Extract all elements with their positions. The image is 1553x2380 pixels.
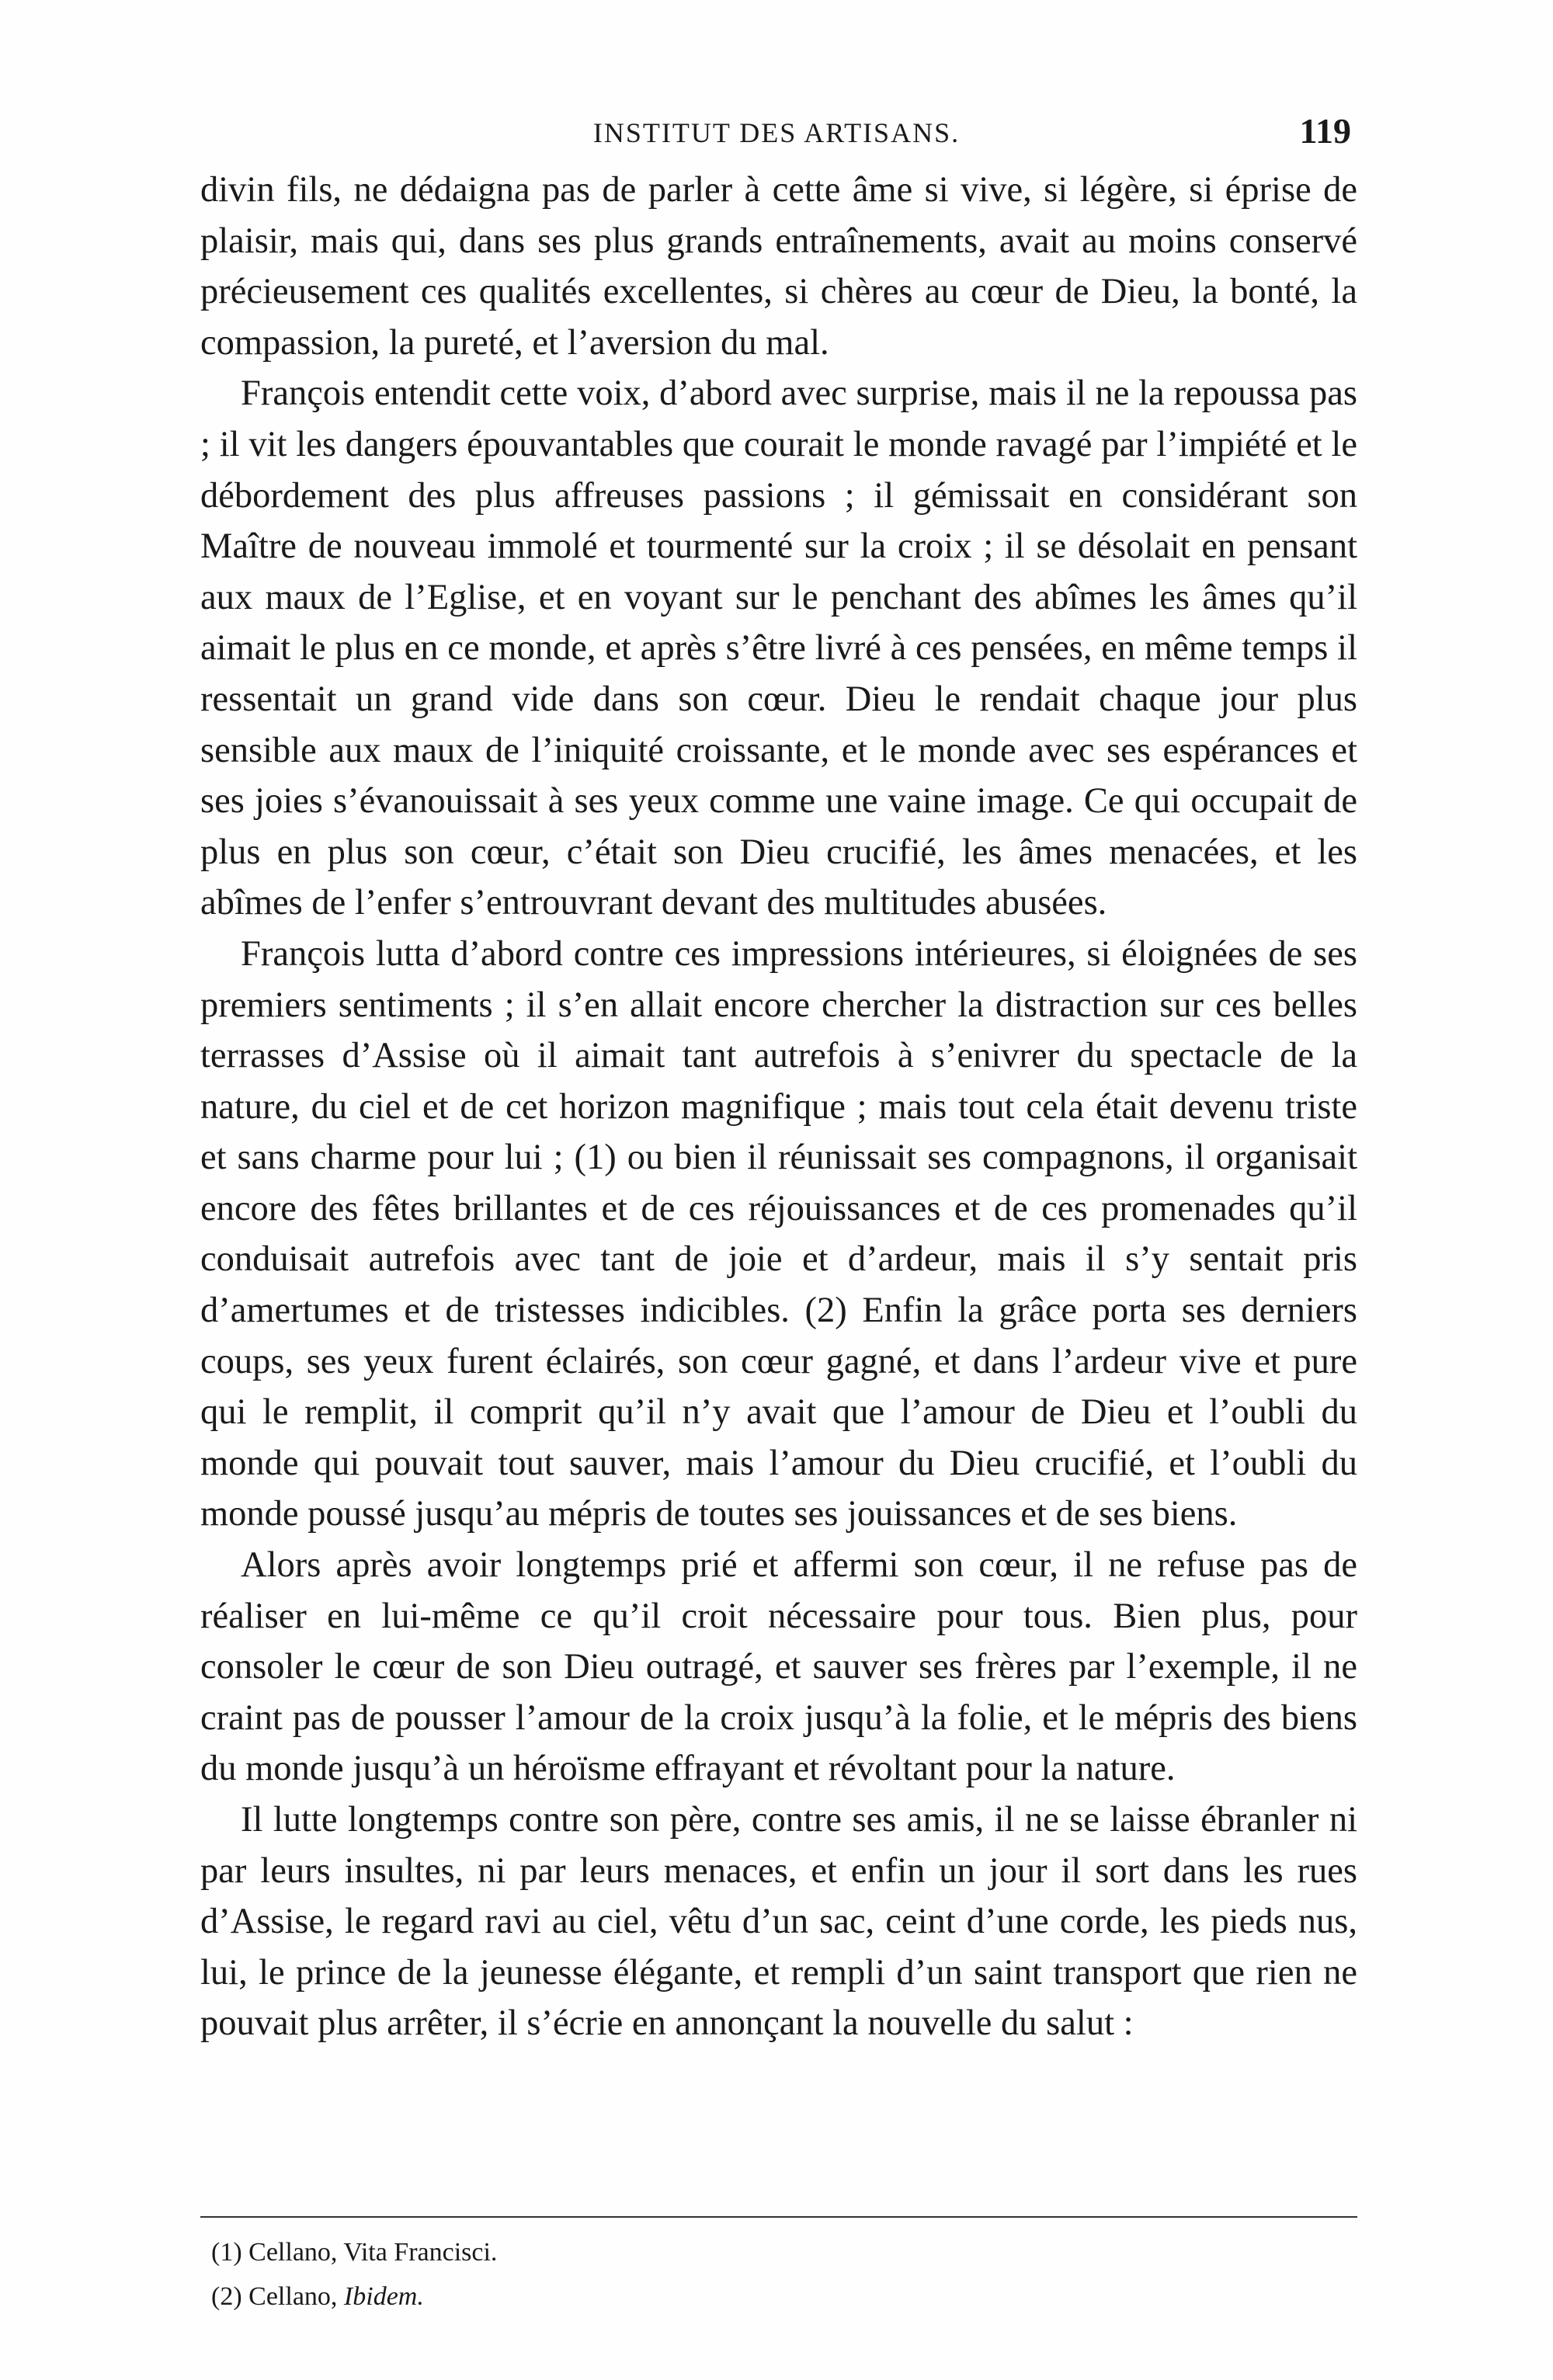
footnote-ref: (1) bbox=[211, 2238, 242, 2267]
footnote-work: Vita Francisci. bbox=[343, 2238, 498, 2267]
running-title: INSTITUT DES ARTISANS. bbox=[592, 117, 961, 148]
footnote-ref: (2) bbox=[211, 2282, 242, 2311]
footnote-divider bbox=[200, 2216, 1357, 2218]
footnote-source: Cellano, bbox=[248, 2282, 338, 2311]
footnote-1 bbox=[211, 2230, 1345, 2274]
footnote-2 bbox=[211, 2274, 1345, 2319]
body-text bbox=[200, 165, 1357, 2049]
paragraph-1: divin fils, ne dédaigna pas de parler à cette âme si vive, si légère, si éprise de plaisir, mais qui, dans ses plus grands entraînements, avait au moins conservé précieusement ces qualités excellentes, si chères au cœur de Dieu, la bonté, la compassion, la pureté, et l’aversion du mal. bbox=[200, 170, 1357, 363]
paragraph-2: François entendit cette voix, d’abord avec surprise, mais il ne la repoussa pas ; il vit les dangers épouvantables que courait le monde ravagé par l’impiété et le débordement des plus affreuses passions ; il gémissait en considérant son Maître de nouveau immolé et tourmenté sur la croix ; il se désolait en pensant aux maux de l’Eglise, et en voyant sur le penchant des abîmes les âmes qu’il aimait le plus en ce monde, et après s’être livré à ces pensées, en même temps il ressentait un grand vide dans son cœur. Dieu le rendait chaque jour plus sensible aux maux de l’iniquité croissante, et le monde avec ses espérances et ses joies s’évanouissait à ses yeux comme une vaine image. Ce qui occupait de plus en plus son cœur, c’était son Dieu crucifié, les âmes menacées, et les abîmes de l’enfer s’entrouvrant devant des multitudes abusées. bbox=[200, 374, 1357, 923]
footnotes bbox=[211, 2230, 1345, 2319]
paragraph-5: Il lutte longtemps contre son père, contre ses amis, il ne se laisse ébranler ni par leurs insultes, ni par leurs menaces, et enfin un jour il sort dans les rues d’Assise, le regard ravi au ciel, vêtu d’un sac, ceint d’une corde, les pieds nus, lui, le prince de la jeunesse élégante, et rempli d’un saint transport que rien ne pouvait plus arrêter, il s’écrie en annonçant la nouvelle du salut : bbox=[200, 1800, 1357, 2044]
paragraph-3: François lutta d’abord contre ces impressions intérieures, si éloignées de ses premiers sentiments ; il s’en allait encore chercher la distraction sur ces belles terrasses d’Assise où il aimait tant autrefois à s’enivrer du spectacle de la nature, du ciel et de cet horizon magnifique ; mais tout cela était devenu triste et sans charme pour lui ; (1) ou bien il réunissait ses compagnons, il organisait encore des fêtes brillantes et de ces réjouissances et de ces promenades qu’il conduisait autrefois avec tant de joie et d’ardeur, mais il s’y sentait pris d’amertumes et de tristesses indicibles. (2) Enfin la grâce porta ses derniers coups, ses yeux furent éclairés, son cœur gagné, et dans l’ardeur vive et pure qui le remplit, il comprit qu’il n’y avait que l’amour de Dieu et l’oubli du monde qui pouvait tout sauver, mais l’amour du Dieu crucifié, et l’oubli du monde poussé jusqu’au mépris de toutes ses jouissances et de ses biens. bbox=[200, 933, 1357, 1534]
footnote-work: Ibidem. bbox=[343, 2282, 424, 2311]
footnote-source: Cellano, bbox=[248, 2238, 338, 2267]
page-number: 119 bbox=[1299, 111, 1351, 151]
paragraph-4: Alors après avoir longtemps prié et affermi son cœur, il ne refuse pas de réaliser en lui-même ce qu’il croit nécessaire pour tous. Bien plus, pour consoler le cœur de son Dieu outragé, et sauver ses frères par l’exemple, il ne craint pas de pousser l’amour de la croix jusqu’à la folie, et le mépris des biens du monde jusqu’à un héroïsme effrayant et révoltant pour la nature. bbox=[200, 1545, 1357, 1789]
